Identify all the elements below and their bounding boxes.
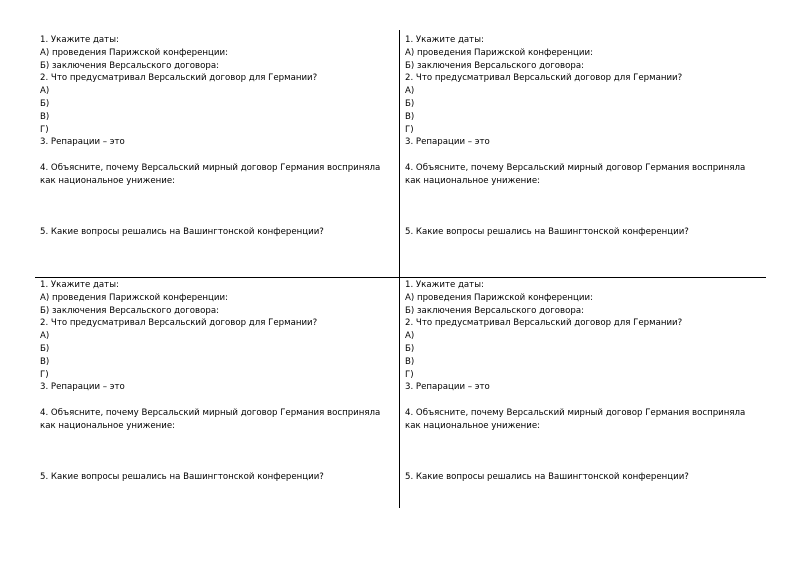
question-2-a: А) — [40, 86, 50, 97]
question-5: 5. Какие вопросы решались на Вашингтонской конференции? — [405, 226, 689, 237]
question-2-g: Г) — [40, 124, 49, 135]
question-2-b: Б) — [40, 98, 50, 109]
answer-space — [40, 188, 395, 226]
answer-space — [405, 433, 760, 471]
question-2-a: А) — [405, 86, 415, 97]
question-1-title: 1. Укажите даты: — [40, 35, 119, 45]
question-2-a: А) — [40, 331, 50, 342]
question-2-title: 2. Что предусматривал Версальский договор для Германии? — [40, 73, 318, 84]
question-1-a: А) проведения Парижской конференции: — [405, 292, 593, 303]
question-1-a: А) проведения Парижской конференции: — [40, 292, 228, 303]
worksheet-card-bottom-left — [40, 279, 395, 484]
question-2-v: В) — [405, 111, 415, 122]
question-2-v: В) — [40, 111, 50, 122]
question-4: 4. Объясните, почему Версальский мирный договор Германия восприняла как национальное унижение: — [40, 162, 381, 186]
worksheet-card-top-right — [405, 34, 760, 239]
question-1-a: А) проведения Парижской конференции: — [40, 47, 228, 58]
vertical-divider — [399, 30, 400, 508]
question-2-g: Г) — [405, 124, 414, 135]
question-3: 3. Репарации – это — [405, 382, 490, 393]
question-4: 4. Объясните, почему Версальский мирный договор Германия восприняла как национальное унижение: — [405, 162, 746, 186]
question-1-b: Б) заключения Версальского договора: — [405, 305, 584, 316]
question-2-title: 2. Что предусматривал Версальский договор для Германии? — [40, 318, 318, 329]
question-1-b: Б) заключения Версальского договора: — [405, 60, 584, 71]
question-1-title: 1. Укажите даты: — [405, 35, 484, 45]
question-2-b: Б) — [405, 343, 415, 354]
question-2-title: 2. Что предусматривал Версальский договор для Германии? — [405, 73, 683, 84]
question-2-v: В) — [40, 356, 50, 367]
question-2-v: В) — [405, 356, 415, 367]
answer-space — [40, 433, 395, 471]
question-2-b: Б) — [405, 98, 415, 109]
answer-space — [405, 188, 760, 226]
horizontal-divider — [35, 277, 766, 278]
question-1-title: 1. Укажите даты: — [405, 280, 484, 290]
question-1-b: Б) заключения Версальского договора: — [40, 60, 219, 71]
question-2-g: Г) — [405, 369, 414, 380]
question-2-a: А) — [405, 331, 415, 342]
question-2-b: Б) — [40, 343, 50, 354]
question-4: 4. Объясните, почему Версальский мирный договор Германия восприняла как национальное унижение: — [40, 407, 381, 431]
question-4: 4. Объясните, почему Версальский мирный договор Германия восприняла как национальное унижение: — [405, 407, 746, 431]
question-1-title: 1. Укажите даты: — [40, 280, 119, 290]
answer-space — [405, 149, 760, 162]
question-2-g: Г) — [40, 369, 49, 380]
question-3: 3. Репарации – это — [40, 137, 125, 148]
question-5: 5. Какие вопросы решались на Вашингтонской конференции? — [405, 471, 689, 482]
answer-space — [40, 394, 395, 407]
question-1-a: А) проведения Парижской конференции: — [405, 47, 593, 58]
answer-space — [40, 149, 395, 162]
question-3: 3. Репарации – это — [405, 137, 490, 148]
question-5: 5. Какие вопросы решались на Вашингтонской конференции? — [40, 471, 324, 482]
worksheet-card-top-left — [40, 34, 395, 239]
answer-space — [405, 394, 760, 407]
question-3: 3. Репарации – это — [40, 382, 125, 393]
worksheet-card-bottom-right — [405, 279, 760, 484]
question-1-b: Б) заключения Версальского договора: — [40, 305, 219, 316]
question-2-title: 2. Что предусматривал Версальский договор для Германии? — [405, 318, 683, 329]
question-5: 5. Какие вопросы решались на Вашингтонской конференции? — [40, 226, 324, 237]
